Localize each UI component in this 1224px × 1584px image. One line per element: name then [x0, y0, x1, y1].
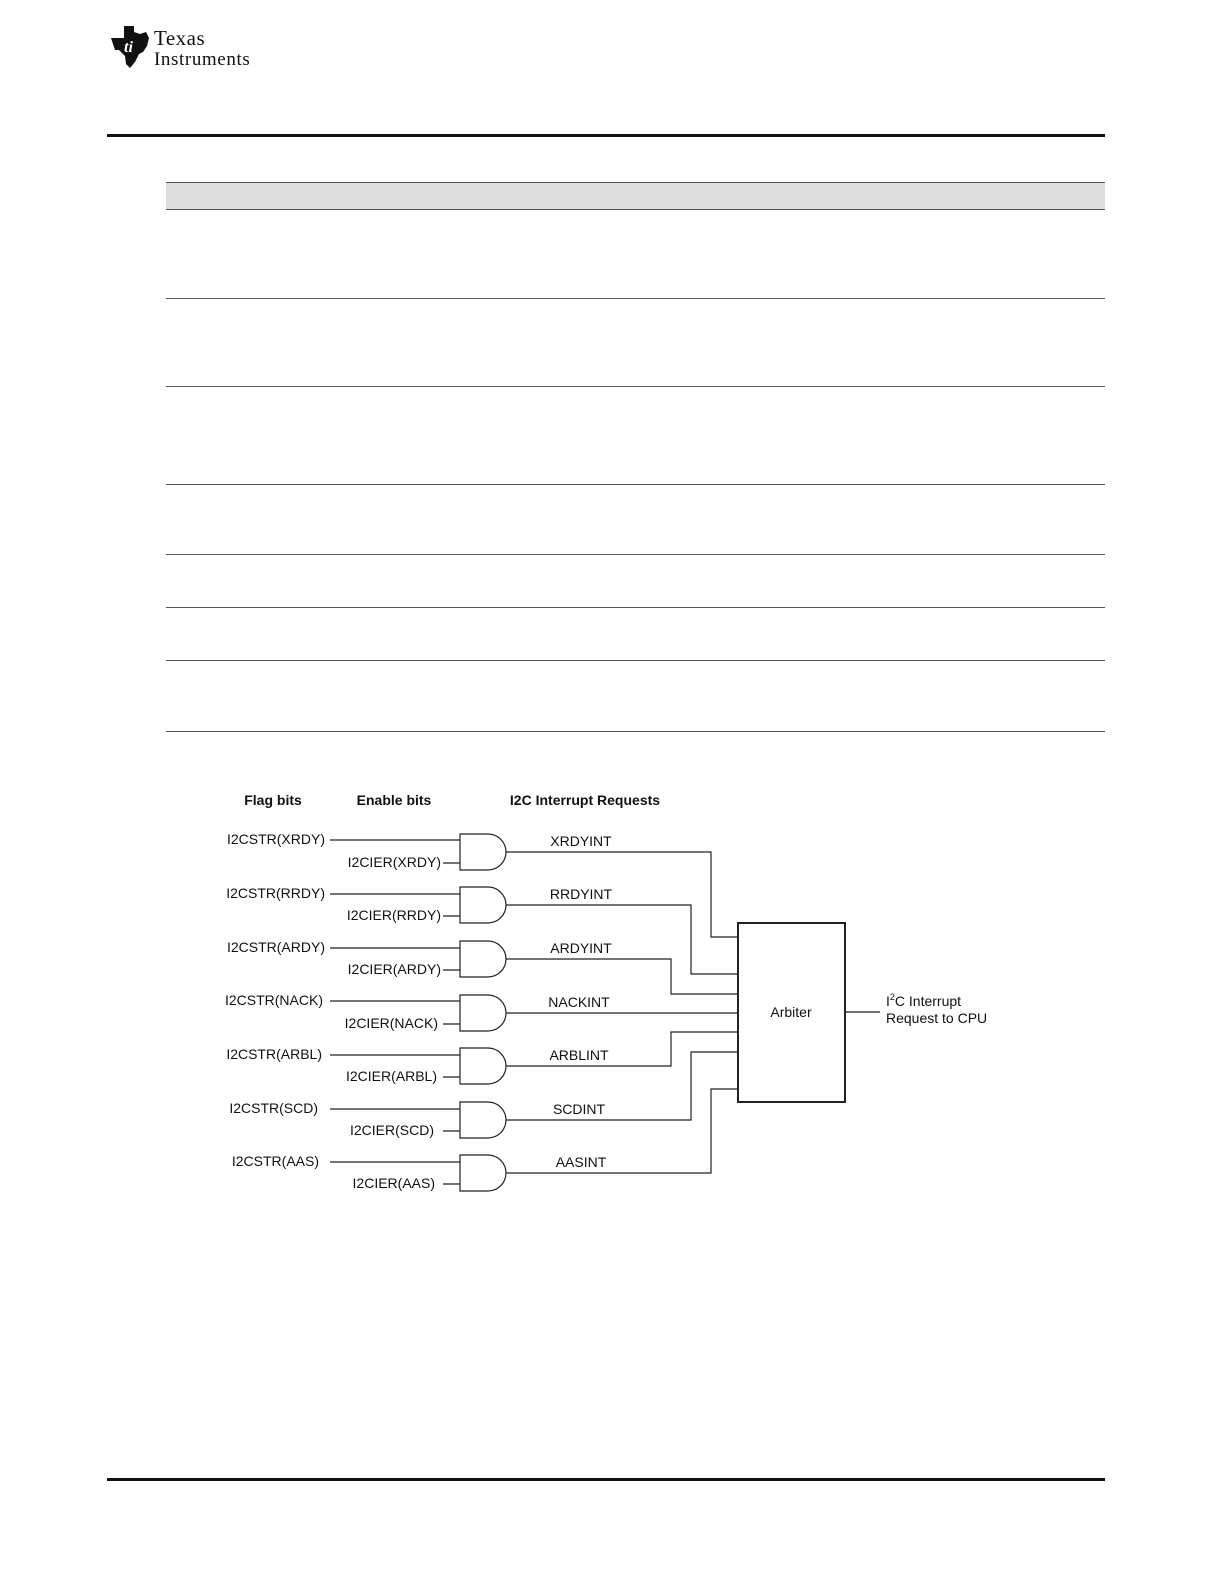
register-table	[166, 182, 1105, 732]
enable-bit-label: I2CIER(ARBL)	[345, 1068, 437, 1084]
interrupt-request-label: RRDYINT	[549, 886, 613, 902]
brand-line1: Texas	[154, 26, 206, 50]
enable-bit-label: I2CIER(RRDY)	[346, 907, 441, 923]
and-gate-icon	[460, 834, 506, 870]
flag-bit-label: I2CSTR(ARDY)	[226, 939, 325, 955]
interrupt-request-label: SCDINT	[552, 1101, 606, 1117]
table-row	[166, 555, 1105, 608]
flag-bit-label: I2CSTR(AAS)	[231, 1153, 319, 1169]
enable-bit-label: I2CIER(XRDY)	[347, 854, 441, 870]
interrupt-request-label: ARBLINT	[549, 1047, 609, 1063]
table-header	[166, 182, 1105, 210]
flag-bit-label: I2CSTR(XRDY)	[226, 831, 325, 847]
enable-bit-label: I2CIER(ARDY)	[347, 961, 441, 977]
header-rule	[107, 134, 1105, 137]
table-row	[166, 608, 1105, 661]
interrupt-request-label: NACKINT	[548, 994, 610, 1010]
output-label-line1	[886, 992, 961, 1009]
enable-bit-label: I2CIER(NACK)	[344, 1015, 438, 1031]
and-gate-icon	[460, 1155, 506, 1191]
interrupt-request-label: ARDYINT	[550, 940, 612, 956]
ti-state-logo-icon	[108, 24, 152, 70]
interrupt-route-wire	[506, 1089, 738, 1173]
col-flag-bits: Flag bits	[244, 792, 302, 808]
table-row	[166, 210, 1105, 299]
interrupt-request-label: XRDYINT	[550, 833, 612, 849]
interrupt-route-wire	[506, 852, 738, 937]
col-enable-bits: Enable bits	[356, 792, 432, 808]
interrupt-request-label: AASINT	[555, 1154, 607, 1170]
output-superscript: 2	[889, 992, 895, 1002]
output-line1-rest: C Interrupt	[894, 993, 962, 1009]
brand-line2: Instruments	[154, 49, 251, 70]
enable-bit-label: I2CIER(SCD)	[349, 1122, 434, 1138]
table-row	[166, 299, 1105, 387]
and-gate-icon	[460, 941, 506, 977]
flag-bit-label: I2CSTR(ARBL)	[226, 1046, 322, 1062]
output-i: I	[886, 993, 890, 1009]
ti-logo	[108, 24, 308, 72]
footer-rule	[107, 1478, 1105, 1481]
and-gate-icon	[460, 887, 506, 923]
table-row	[166, 485, 1105, 555]
flag-bit-label: I2CSTR(RRDY)	[226, 885, 325, 901]
arbiter-label: Arbiter	[770, 1004, 812, 1020]
output-label-line2: Request to CPU	[886, 1010, 988, 1026]
brand-wordmark	[154, 28, 250, 69]
interrupt-diagram	[0, 760, 1224, 1220]
flag-bit-label: I2CSTR(SCD)	[229, 1100, 318, 1116]
table-row	[166, 387, 1105, 485]
interrupt-route-wire	[506, 1052, 738, 1120]
interrupt-route-wire	[506, 905, 738, 974]
svg-text:ti: ti	[124, 39, 133, 56]
enable-bit-label: I2CIER(AAS)	[352, 1175, 435, 1191]
interrupt-route-wire	[506, 959, 738, 994]
and-gate-icon	[460, 1048, 506, 1084]
and-gate-icon	[460, 1102, 506, 1138]
table-row	[166, 661, 1105, 732]
flag-bit-label: I2CSTR(NACK)	[224, 992, 323, 1008]
interrupt-route-wire	[506, 1032, 738, 1066]
col-interrupt-requests: I2C Interrupt Requests	[509, 792, 661, 808]
and-gate-icon	[460, 995, 506, 1031]
